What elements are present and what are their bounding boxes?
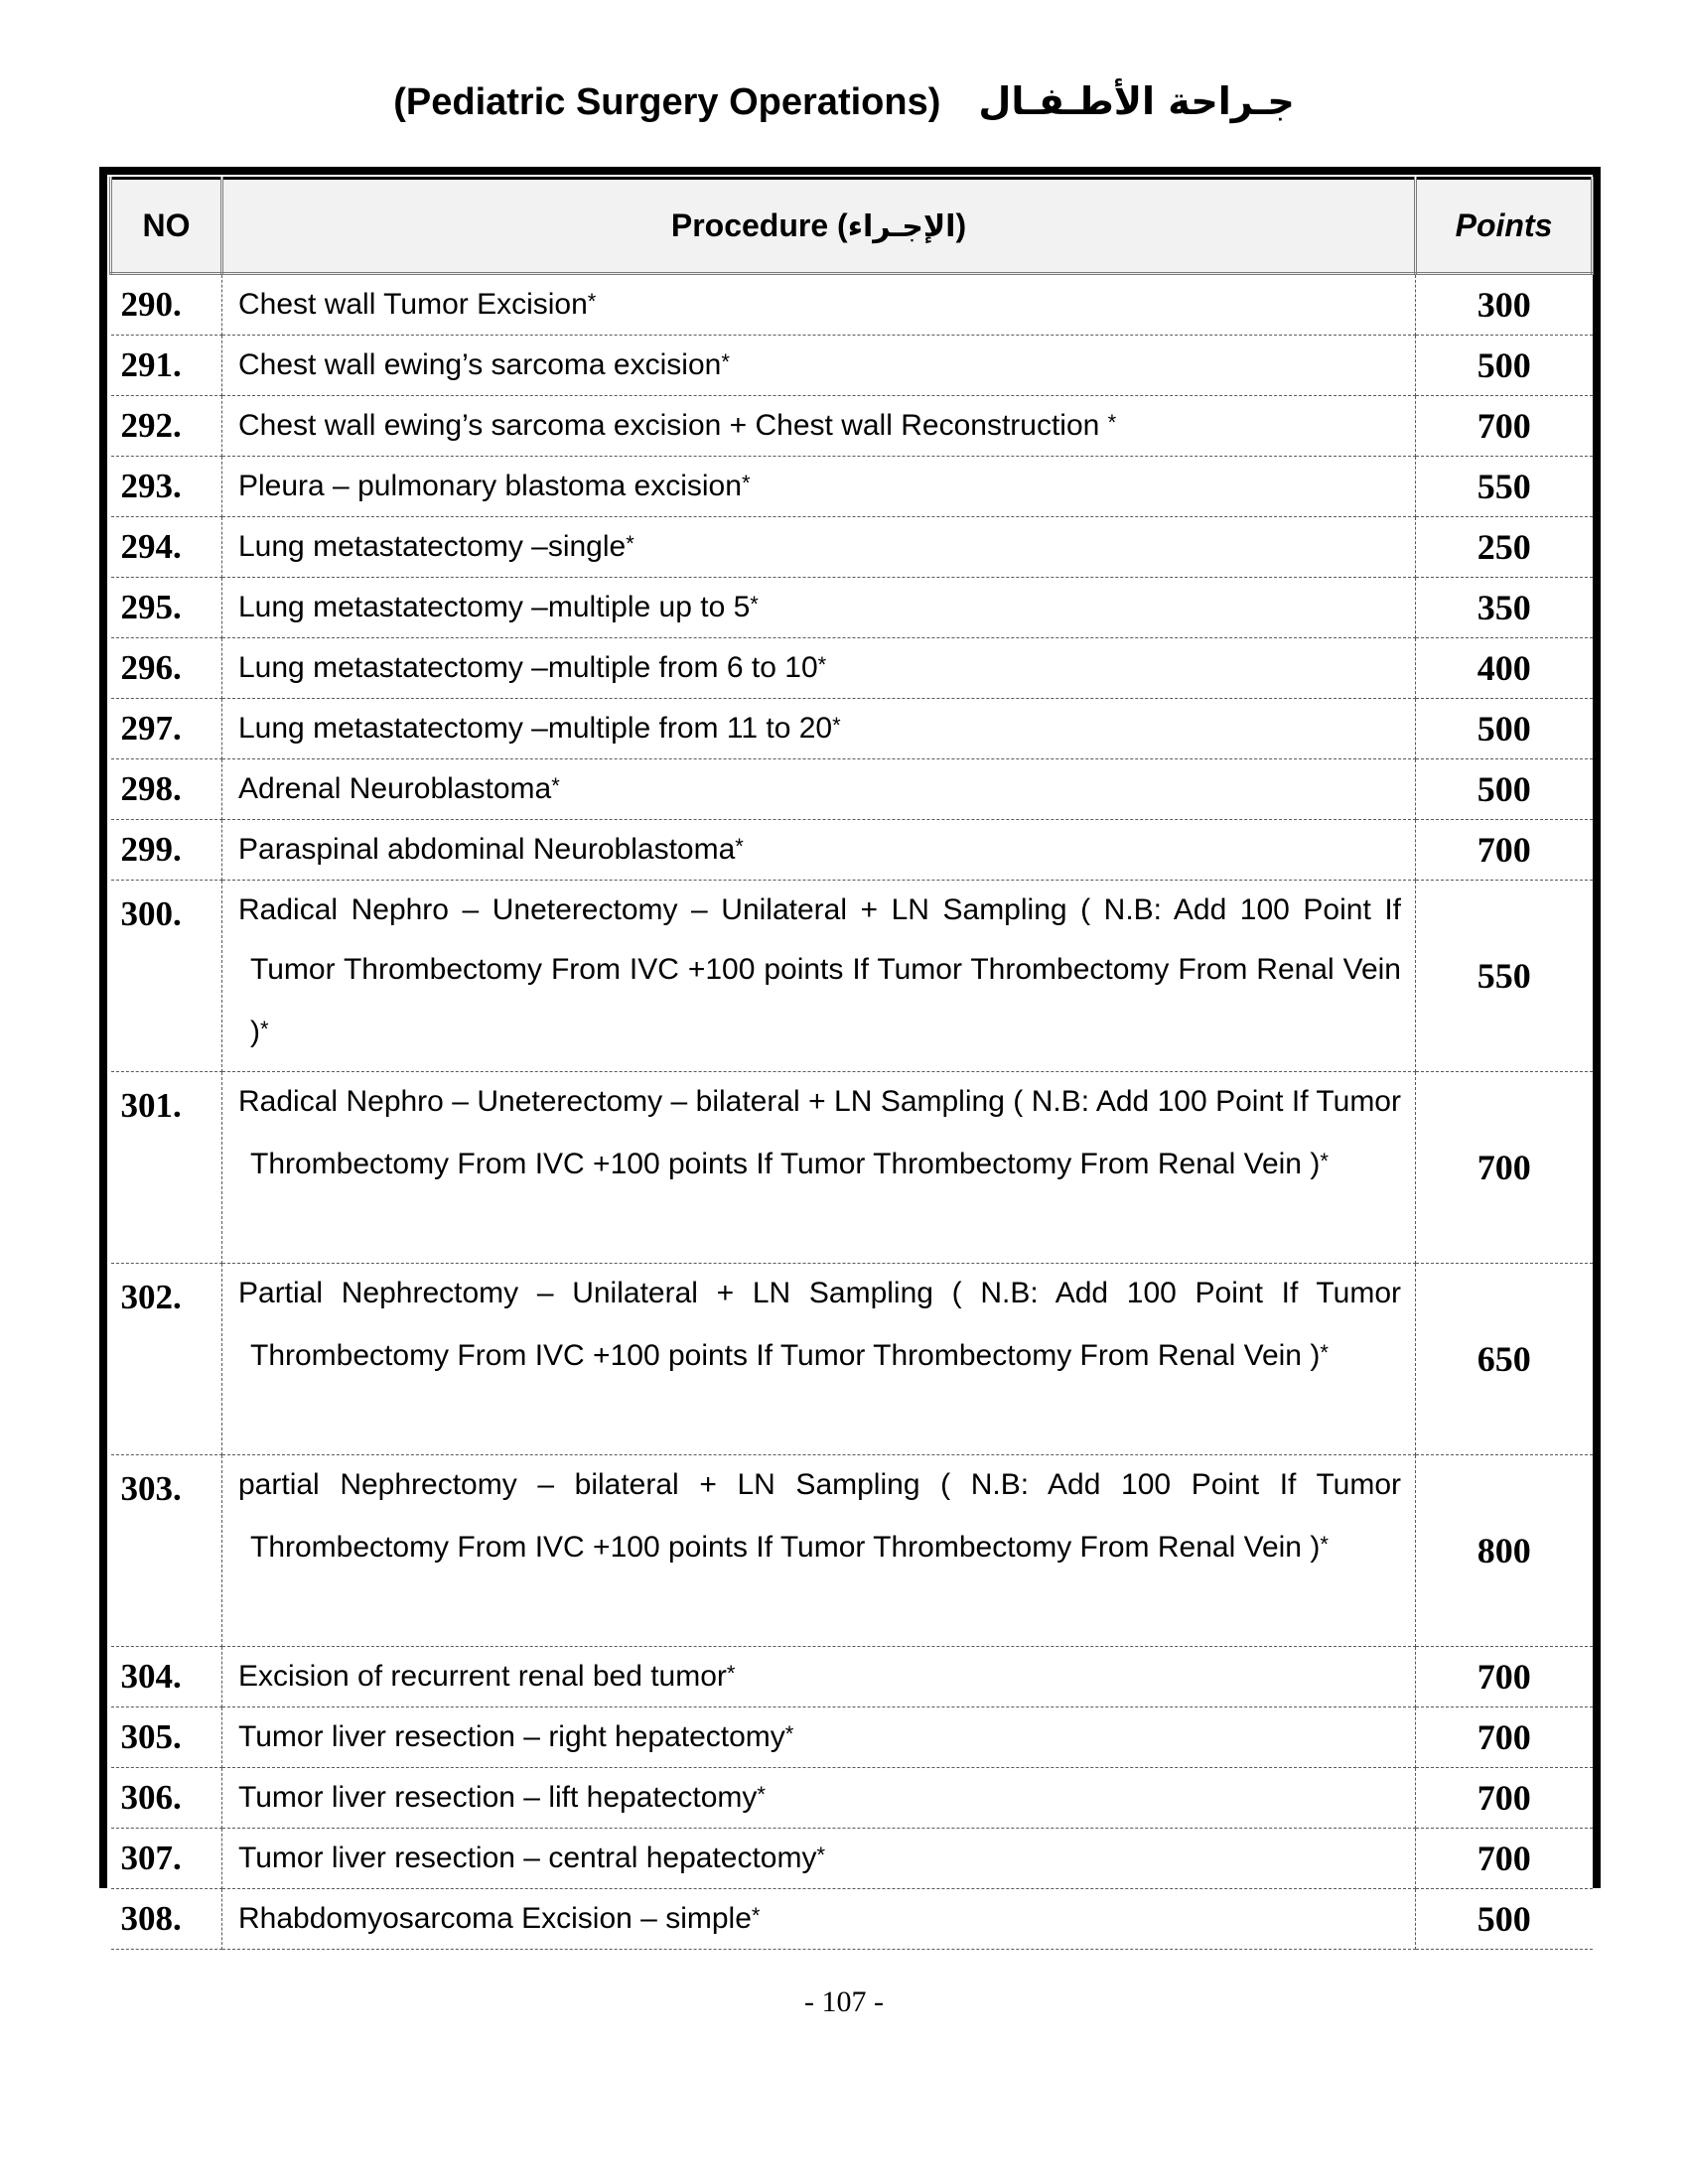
asterisk-marker: * bbox=[626, 531, 634, 556]
table-row bbox=[111, 1889, 1593, 1950]
procedure-text: Radical Nephro – Uneterectomy – Unilateral + LN Sampling ( N.B: Add 100 Point If Tumor Thrombectomy From IVC +100 points If Tumor Thrombectomy From Renal Vein ) bbox=[238, 893, 1401, 1048]
points-value: 500 bbox=[1416, 1889, 1593, 1950]
table-row bbox=[111, 1768, 1593, 1829]
column-header-points: Points bbox=[1416, 179, 1593, 274]
asterisk-marker: * bbox=[784, 1721, 794, 1746]
procedure-cell bbox=[222, 517, 1416, 578]
page-title-arabic: جـراحة الأطـفـال bbox=[978, 79, 1295, 123]
procedure-cell bbox=[222, 1264, 1416, 1455]
points-value: 250 bbox=[1416, 517, 1593, 578]
row-number: 303. bbox=[111, 1455, 222, 1647]
table-row bbox=[111, 1072, 1593, 1264]
asterisk-marker: * bbox=[1107, 410, 1117, 435]
asterisk-marker: * bbox=[551, 773, 560, 798]
procedure-cell bbox=[222, 396, 1416, 457]
asterisk-marker: * bbox=[726, 1661, 736, 1686]
table-row bbox=[111, 396, 1593, 457]
procedure-text: Excision of recurrent renal bed tumor bbox=[238, 1660, 727, 1693]
column-header-procedure-label: Procedure ( bbox=[670, 207, 848, 243]
asterisk-marker: * bbox=[587, 289, 597, 314]
points-value: 700 bbox=[1416, 1768, 1593, 1829]
procedure-text: Partial Nephrectomy – Unilateral + LN Sampling ( N.B: Add 100 Point If Tumor Thrombectomy From IVC +100 points If Tumor Thrombectomy From Renal Vein ) bbox=[238, 1277, 1401, 1372]
procedure-cell bbox=[222, 457, 1416, 517]
row-number: 294. bbox=[111, 517, 222, 578]
procedure-cell bbox=[222, 699, 1416, 759]
procedure-text: Tumor liver resection – lift hepatectomy bbox=[238, 1781, 758, 1814]
procedure-text: Pleura – pulmonary blastoma excision bbox=[238, 470, 742, 502]
procedure-text: Chest wall ewing’s sarcoma excision + Chest wall Reconstruction bbox=[238, 409, 1108, 442]
column-header-procedure-close: ) bbox=[955, 207, 967, 243]
points-value: 700 bbox=[1416, 1707, 1593, 1768]
procedure-text: Radical Nephro – Uneterectomy – bilateral + LN Sampling ( N.B: Add 100 Point If Tumor Thrombectomy From IVC +100 points If Tumor Thrombectomy From Renal Vein ) bbox=[238, 1085, 1401, 1180]
asterisk-marker: * bbox=[735, 834, 744, 859]
procedure-cell bbox=[222, 1647, 1416, 1707]
procedure-cell bbox=[222, 1889, 1416, 1950]
points-value: 700 bbox=[1416, 1647, 1593, 1707]
points-value: 500 bbox=[1416, 699, 1593, 759]
table-row bbox=[111, 274, 1593, 336]
procedure-cell bbox=[222, 274, 1416, 336]
table-row bbox=[111, 699, 1593, 759]
row-number: 305. bbox=[111, 1707, 222, 1768]
points-value: 300 bbox=[1416, 274, 1593, 336]
asterisk-marker: * bbox=[817, 652, 827, 677]
table-row bbox=[111, 1647, 1593, 1707]
procedure-text: Chest wall Tumor Excision bbox=[238, 288, 588, 321]
procedure-cell bbox=[222, 336, 1416, 396]
row-number: 298. bbox=[111, 759, 222, 820]
procedure-text: Adrenal Neuroblastoma bbox=[238, 772, 552, 805]
procedure-text: partial Nephrectomy – bilateral + LN Sampling ( N.B: Add 100 Point If Tumor Thrombectomy From IVC +100 points If Tumor Thrombectomy From Renal Vein ) bbox=[238, 1468, 1401, 1564]
table-row bbox=[111, 638, 1593, 699]
row-number: 296. bbox=[111, 638, 222, 699]
row-number: 302. bbox=[111, 1264, 222, 1455]
procedure-cell bbox=[222, 638, 1416, 699]
table-row bbox=[111, 881, 1593, 1072]
procedure-text: Lung metastatectomy –multiple from 6 to 10 bbox=[238, 651, 818, 684]
row-number: 295. bbox=[111, 578, 222, 638]
row-number: 300. bbox=[111, 881, 222, 1072]
procedure-cell bbox=[222, 1455, 1416, 1647]
asterisk-marker: * bbox=[1320, 1149, 1329, 1173]
row-number: 299. bbox=[111, 820, 222, 881]
page-title bbox=[0, 77, 1688, 126]
points-value: 800 bbox=[1416, 1455, 1593, 1647]
points-value: 700 bbox=[1416, 396, 1593, 457]
row-number: 297. bbox=[111, 699, 222, 759]
procedure-cell bbox=[222, 759, 1416, 820]
table-row bbox=[111, 820, 1593, 881]
column-header-procedure bbox=[222, 179, 1416, 274]
procedure-text: Lung metastatectomy –multiple from 11 to 20 bbox=[238, 712, 833, 745]
row-number: 290. bbox=[111, 274, 222, 336]
points-value: 400 bbox=[1416, 638, 1593, 699]
procedure-cell bbox=[222, 1768, 1416, 1829]
procedure-text: Lung metastatectomy –multiple up to 5 bbox=[238, 591, 751, 623]
points-value: 700 bbox=[1416, 1072, 1593, 1264]
procedure-text: Chest wall ewing’s sarcoma excision bbox=[238, 348, 722, 381]
row-number: 292. bbox=[111, 396, 222, 457]
asterisk-marker: * bbox=[832, 713, 841, 738]
points-value: 550 bbox=[1416, 457, 1593, 517]
column-header-procedure-arabic: الإجـراء bbox=[847, 209, 956, 244]
page-title-english: (Pediatric Surgery Operations) bbox=[393, 81, 941, 123]
procedure-cell bbox=[222, 1829, 1416, 1889]
procedure-text: Paraspinal abdominal Neuroblastoma bbox=[238, 833, 736, 866]
points-value: 550 bbox=[1416, 881, 1593, 1072]
table-row bbox=[111, 578, 1593, 638]
row-number: 304. bbox=[111, 1647, 222, 1707]
points-value: 350 bbox=[1416, 578, 1593, 638]
table-row bbox=[111, 1264, 1593, 1455]
table-header-row bbox=[111, 179, 1593, 274]
points-value: 500 bbox=[1416, 759, 1593, 820]
procedure-text: Lung metastatectomy –single bbox=[238, 530, 627, 563]
row-number: 306. bbox=[111, 1768, 222, 1829]
points-value: 700 bbox=[1416, 1829, 1593, 1889]
table-row bbox=[111, 517, 1593, 578]
asterisk-marker: * bbox=[1320, 1340, 1329, 1365]
procedure-cell bbox=[222, 1707, 1416, 1768]
row-number: 291. bbox=[111, 336, 222, 396]
procedure-cell bbox=[222, 820, 1416, 881]
table-row bbox=[111, 1829, 1593, 1889]
page-number: - 107 - bbox=[804, 1985, 884, 2018]
points-value: 700 bbox=[1416, 820, 1593, 881]
table-row bbox=[111, 759, 1593, 820]
procedure-cell bbox=[222, 578, 1416, 638]
procedure-text: Tumor liver resection – right hepatectomy bbox=[238, 1720, 785, 1753]
row-number: 301. bbox=[111, 1072, 222, 1264]
asterisk-marker: * bbox=[741, 471, 751, 495]
asterisk-marker: * bbox=[1320, 1532, 1329, 1557]
procedure-text: Rhabdomyosarcoma Excision – simple bbox=[238, 1902, 752, 1935]
points-value: 500 bbox=[1416, 336, 1593, 396]
row-number: 308. bbox=[111, 1889, 222, 1950]
procedure-cell bbox=[222, 881, 1416, 1072]
procedure-cell bbox=[222, 1072, 1416, 1264]
table-row bbox=[111, 1455, 1593, 1647]
procedures-table bbox=[109, 177, 1594, 1950]
table-row bbox=[111, 336, 1593, 396]
points-value: 650 bbox=[1416, 1264, 1593, 1455]
asterisk-marker: * bbox=[816, 1843, 826, 1867]
procedure-text: Tumor liver resection – central hepatectomy bbox=[238, 1842, 817, 1874]
asterisk-marker: * bbox=[750, 592, 759, 616]
column-header-no: NO bbox=[111, 179, 222, 274]
asterisk-marker: * bbox=[757, 1782, 766, 1807]
row-number: 307. bbox=[111, 1829, 222, 1889]
table-row bbox=[111, 457, 1593, 517]
table-row bbox=[111, 1707, 1593, 1768]
asterisk-marker: * bbox=[721, 349, 730, 374]
asterisk-marker: * bbox=[751, 1903, 761, 1928]
asterisk-marker: * bbox=[260, 1017, 269, 1041]
row-number: 293. bbox=[111, 457, 222, 517]
